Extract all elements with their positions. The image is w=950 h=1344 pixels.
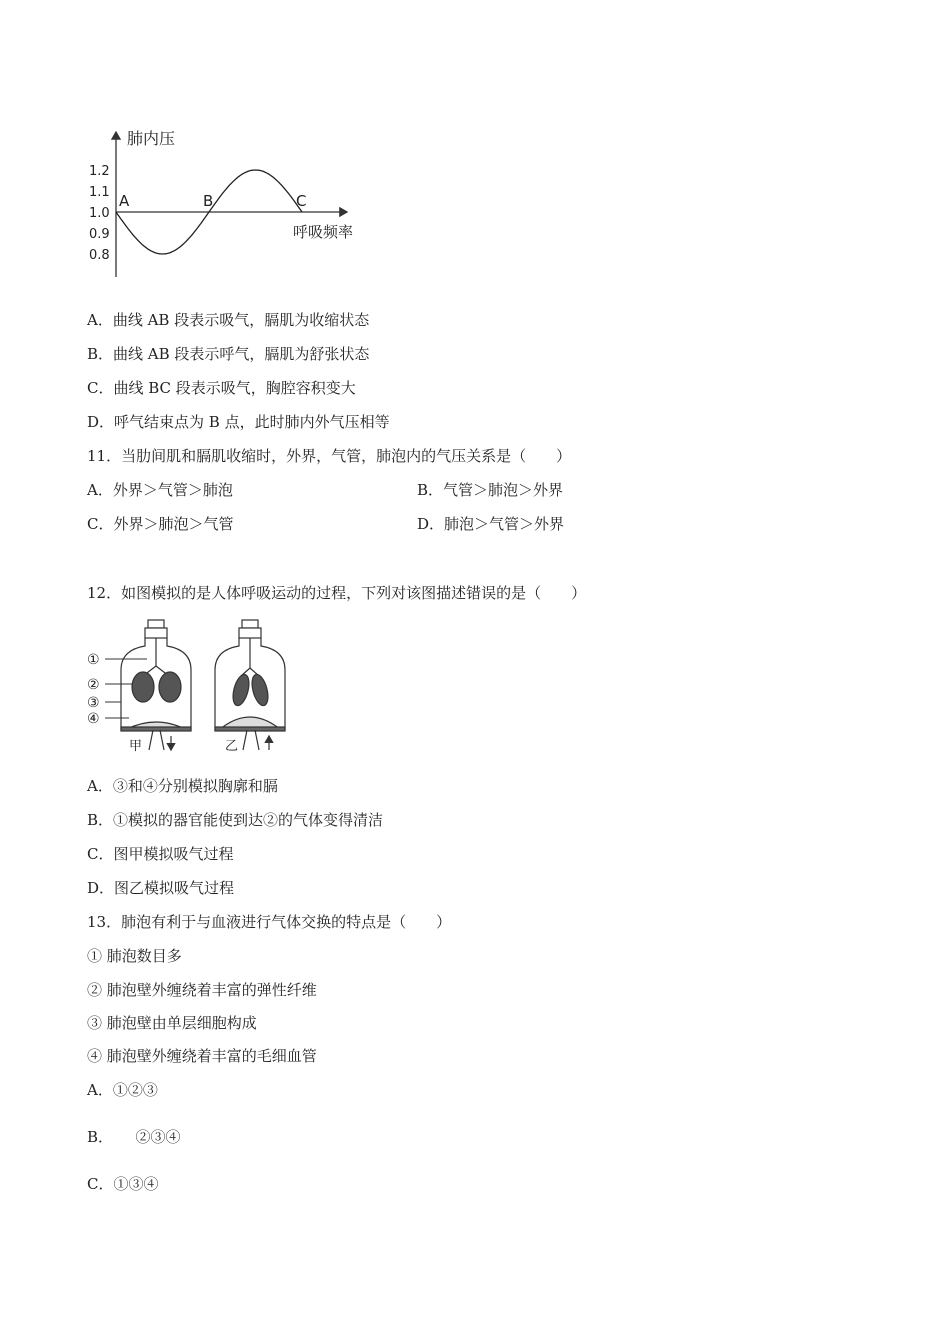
caption-yi: 乙	[225, 739, 239, 754]
y-tick-label: 1.2	[89, 164, 110, 179]
x-axis-label: 呼吸频率	[293, 223, 354, 241]
left-lung-yi	[230, 673, 252, 708]
y-tick-label: 1.1	[89, 185, 110, 200]
jar-jia	[121, 620, 191, 750]
q12-stem: 12．如图模拟的是人体呼吸运动的过程，下列对该图描述错误的是（ ）	[87, 584, 587, 602]
jar-yi	[215, 620, 285, 750]
y-tick-label: 0.8	[89, 248, 110, 263]
point-label-a: A	[119, 192, 130, 210]
q10-option-b: B．曲线 AB 段表示呼气，膈肌为舒张状态	[87, 345, 370, 363]
q13-option-c: C．①③④	[87, 1175, 159, 1193]
right-lung-jia	[159, 672, 181, 702]
q11-option-b: B．气管＞肺泡＞外界	[417, 481, 564, 499]
q13-stem: 13．肺泡有利于与血液进行气体交换的特点是（ ）	[87, 913, 452, 931]
q10-option-c: C．曲线 BC 段表示吸气，胸腔容积变大	[87, 379, 356, 397]
q13-statement-2: ② 肺泡壁外缠绕着丰富的弹性纤维	[87, 981, 317, 999]
left-lung-jia	[132, 672, 154, 702]
q12-option-d: D．图乙模拟吸气过程	[87, 879, 235, 897]
marker-1: ①	[87, 652, 100, 668]
q10-option-a: A．曲线 AB 段表示吸气，膈肌为收缩状态	[87, 311, 370, 329]
y-tick-label: 1.0	[89, 206, 110, 221]
lung-pressure-chart	[85, 122, 385, 284]
right-lung-yi	[249, 673, 271, 708]
point-label-b: B	[203, 192, 214, 210]
marker-3: ③	[87, 695, 100, 711]
marker-4: ④	[87, 711, 100, 727]
q10-option-d: D．呼气结束点为 B 点，此时肺内外气压相等	[87, 413, 390, 431]
q12-option-b: B．①模拟的器官能使到达②的气体变得清洁	[87, 811, 384, 829]
q11-option-a: A．外界＞气管＞肺泡	[87, 481, 233, 499]
q13-option-b: B． ②③④	[87, 1128, 181, 1146]
y-axis-label: 肺内压	[127, 129, 176, 148]
q11-stem: 11．当肋间肌和膈肌收缩时，外界，气管，肺泡内的气压关系是（ ）	[87, 447, 572, 465]
breathing-model-figure	[85, 618, 305, 763]
q12-option-c: C．图甲模拟吸气过程	[87, 845, 234, 863]
caption-jia: 甲	[129, 739, 143, 754]
q11-option-c: C．外界＞肺泡＞气管	[87, 515, 234, 533]
marker-2: ②	[87, 677, 100, 693]
q13-option-a: A．①②③	[87, 1081, 158, 1099]
q13-statement-4: ④ 肺泡壁外缠绕着丰富的毛细血管	[87, 1047, 317, 1065]
q13-statement-1: ① 肺泡数目多	[87, 947, 182, 965]
q13-statement-3: ③ 肺泡壁由单层细胞构成	[87, 1014, 257, 1032]
y-tick-label: 0.9	[89, 227, 110, 242]
point-label-c: C	[296, 192, 307, 210]
q11-option-d: D．肺泡＞气管＞外界	[417, 515, 565, 533]
q12-option-a: A．③和④分别模拟胸廓和膈	[87, 777, 278, 795]
